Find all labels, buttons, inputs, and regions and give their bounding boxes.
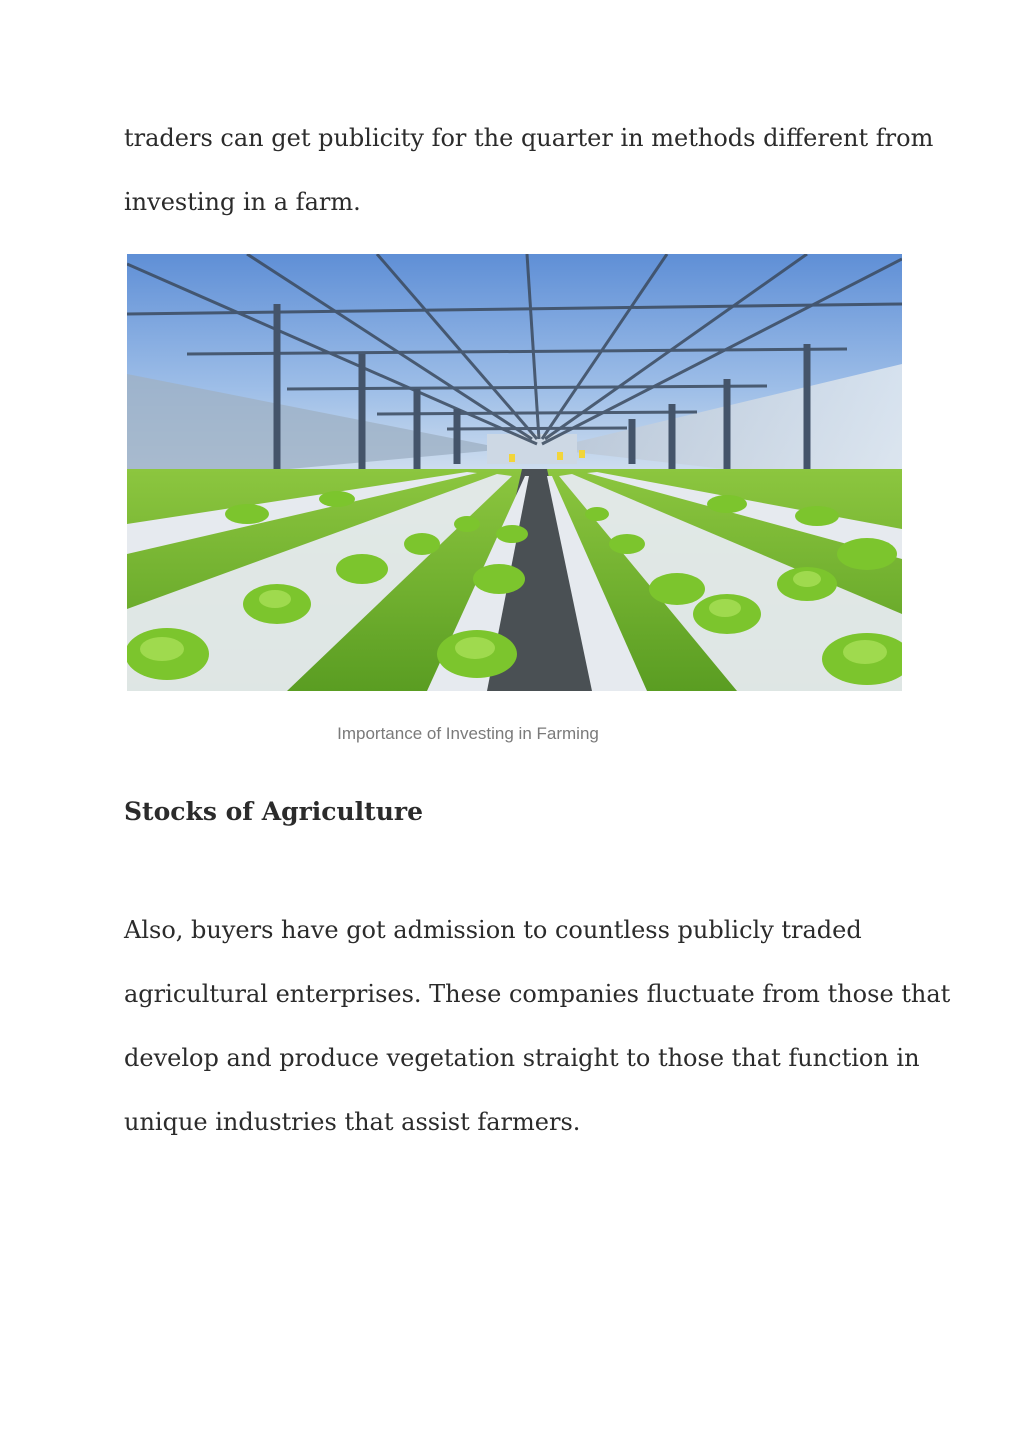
section-heading: Stocks of Agriculture (124, 797, 423, 826)
text-line: agricultural enterprises. These companies fluctuate from those that (124, 980, 951, 1008)
body-paragraph (124, 914, 951, 1170)
text-line: investing in a farm. (124, 188, 361, 216)
body-paragraph (124, 122, 934, 250)
greenhouse-photo (127, 254, 902, 691)
greenhouse-illustration (127, 254, 902, 691)
text-line: unique industries that assist farmers. (124, 1108, 581, 1136)
text-line: traders can get publicity for the quarter in methods different from (124, 124, 934, 152)
figure-caption: Importance of Investing in Farming (337, 724, 599, 743)
text-line: Also, buyers have got admission to countless publicly traded (124, 916, 862, 944)
text-line: develop and produce vegetation straight to those that function in (124, 1044, 920, 1072)
